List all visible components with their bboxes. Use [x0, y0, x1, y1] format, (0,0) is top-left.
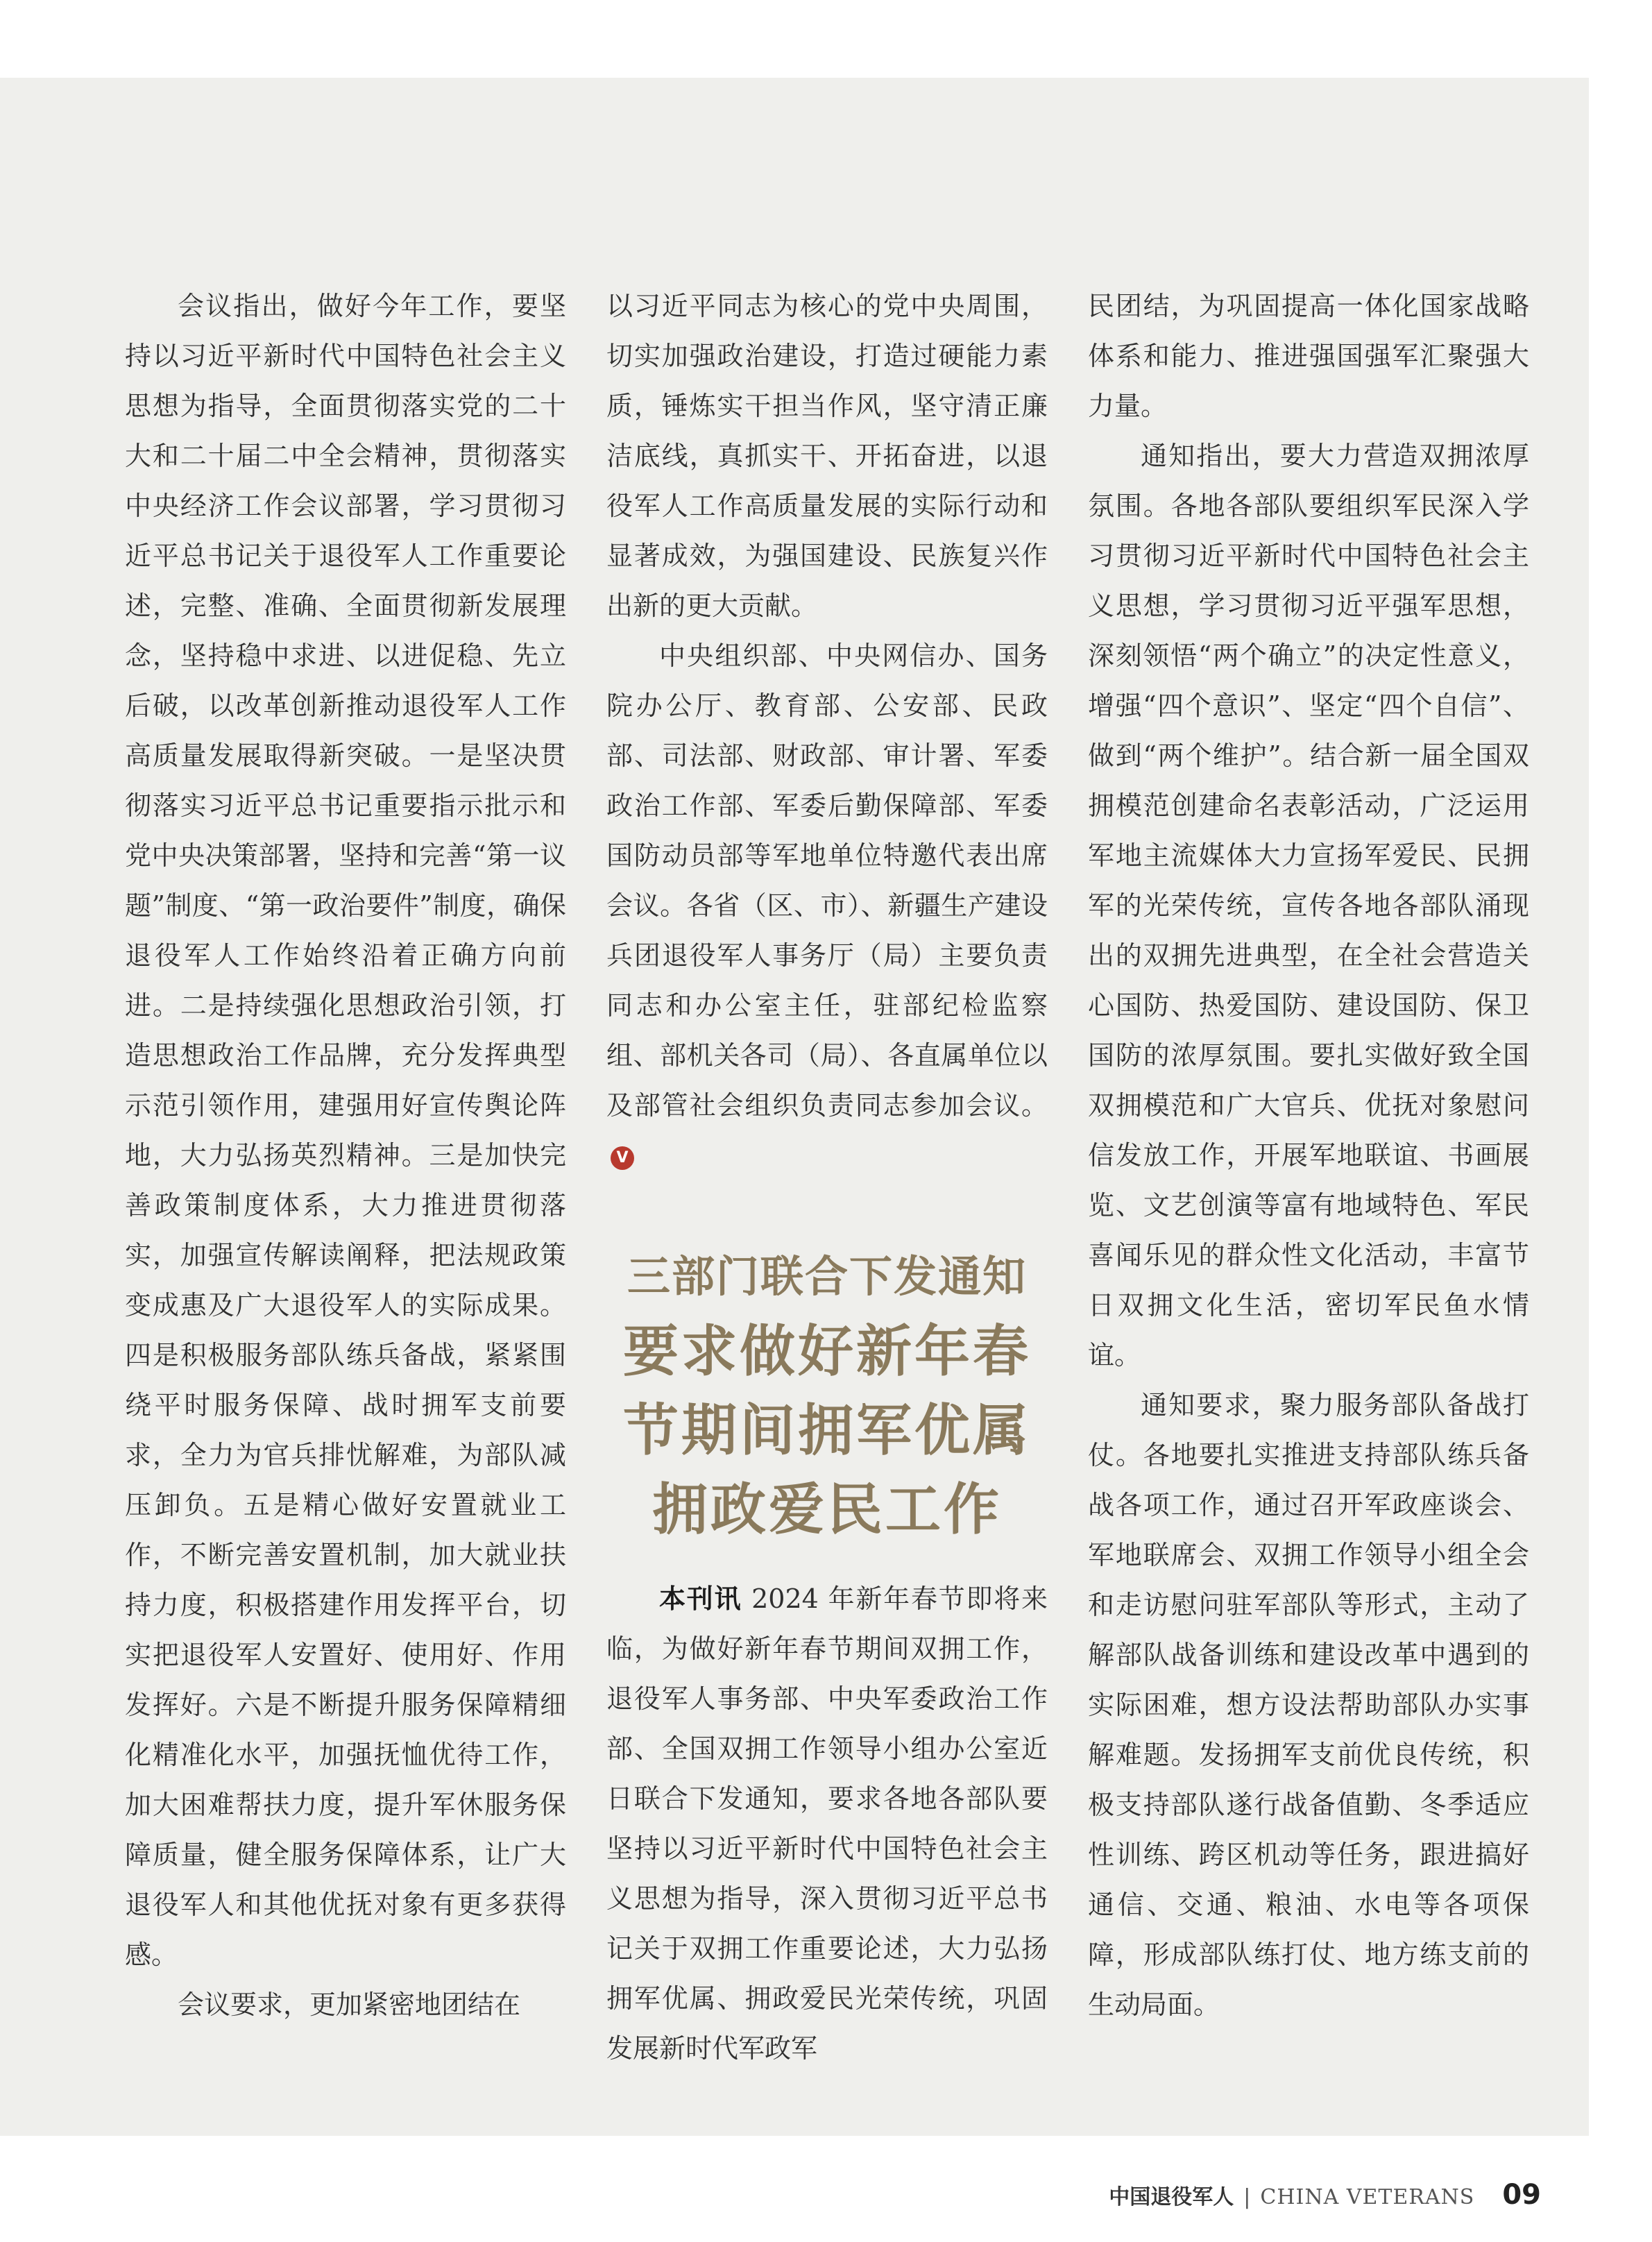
article-subtitle: 三部门联合下发通知	[627, 1251, 1027, 1302]
paragraph	[606, 631, 1048, 1180]
paragraph-text: 中央组织部、中央网信办、国务院办公厅、教育部、公安部、民政部、司法部、财政部、审计署、军委政治工作部、军委后勤保障部、军委国防动员部等军地单位特邀代表出席会议。各省（区、市）、新疆生产建设兵团退役军人事务厅（局）主要负责同志和办公室主任，驻部纪检监察组、部机关各司（局）、各直属单位以及部管社会组织负责同志参加会议。	[606, 640, 1048, 1121]
paragraph: 民团结，为巩固提高一体化国家战略体系和能力、推进强国强军汇聚强大力量。	[1088, 291, 1529, 421]
text-column-2	[606, 281, 1048, 1180]
article-end-icon: V	[611, 1146, 634, 1170]
paragraph: 会议指出，做好今年工作，要坚持以习近平新时代中国特色社会主义思想为指导，全面贯彻落实党的二十大和二十届二中全会精神，贯彻落实中央经济工作会议部署，学习贯彻习近平总书记关于退役军人工作重要论述，完整、准确、全面贯彻新发展理念，坚持稳中求进、以进促稳、先立后破，以改革创新推动退役军人工作高质量发展取得新突破。一是坚决贯彻落实习近平总书记重要指示批示和党中央决策部署，坚持和完善“第一议题”制度、“第一政治要件”制度，确保退役军人工作始终沿着正确方向前进。二是持续强化思想政治引领，打造思想政治工作品牌，充分发挥典型示范引领作用，建强用好宣传舆论阵地，大力弘扬英烈精神。三是加快完善政策制度体系，大力推进贯彻落实，加强宣传解读阐释，把法规政策变成惠及广大退役军人的实际成果。四是积极服务部队练兵备战，紧紧围绕平时服务保障、战时拥军支前要求，全力为官兵排忧解难，为部队减压卸负。五是精心做好安置就业工作，不断完善安置机制，加大就业扶持力度，积极搭建作用发挥平台，切实把退役军人安置好、使用好、作用发挥好。六是不断提升服务保障精细化精准化水平，加强抚恤优待工作，加大困难帮扶力度，提升军休服务保障质量，健全服务保障体系，让广大退役军人和其他优抚对象有更多获得感。	[125, 291, 566, 1970]
paragraph: 会议要求，更加紧密地团结在	[178, 1989, 521, 2020]
article-headline	[606, 1242, 1048, 1549]
paragraph	[606, 1574, 1048, 2073]
paragraph: 通知要求，聚力服务部队备战打仗。各地要扎实推进支持部队练兵备战各项工作，通过召开军政座谈会、军地联席会、双拥工作领导小组全会和走访慰问驻军部队等形式，主动了解部队战备训练和建设改革中遇到的实际困难，想方设法帮助部队办实事解难题。发扬拥军支前优良传统，积极支持部队遂行战备值勤、冬季适应性训练、跨区机动等任务，跟进搞好通信、交通、粮油、水电等各项保障，形成部队练打仗、地方练支前的生动局面。	[1088, 1390, 1529, 2020]
page-footer	[1109, 2179, 1541, 2220]
text-column-1	[125, 281, 566, 2030]
magazine-name-cn: 中国退役军人	[1109, 2185, 1234, 2209]
page-number: 09	[1502, 2179, 1541, 2211]
article-title-line: 要求做好新年春	[623, 1318, 1031, 1384]
article-title-line: 节期间拥军优属	[623, 1398, 1031, 1463]
paragraph: 以习近平同志为核心的党中央周围，切实加强政治建设，打造过硬能力素质，锤炼实干担当作风，坚守清正廉洁底线，真抓实干、开拓奋进，以退役军人工作高质量发展的实际行动和显著成效，为强国建设、民族复兴作出新的更大贡献。	[606, 291, 1048, 621]
footer-separator: |	[1243, 2185, 1251, 2209]
lead-text: 2024 年新年春节即将来临，为做好新年春节期间双拥工作，退役军人事务部、中央军委政治工作部、全国双拥工作领导小组办公室近日联合下发通知，要求各地各部队要坚持以习近平新时代中国特色社会主义思想为指导，深入贯彻习近平总书记关于双拥工作重要论述，大力弘扬拥军优属、拥政爱民光荣传统，巩固发展新时代军政军	[606, 1583, 1048, 2064]
article-lead	[606, 1574, 1048, 2073]
lead-label: 本刊讯	[659, 1583, 742, 1614]
article-title-line: 拥政爱民工作	[652, 1477, 1002, 1542]
paragraph: 通知指出，要大力营造双拥浓厚氛围。各地各部队要组织军民深入学习贯彻习近平新时代中国特色社会主义思想，学习贯彻习近平强军思想，深刻领悟“两个确立”的决定性意义，增强“四个意识”、坚定“四个自信”、做到“两个维护”。结合新一届全国双拥模范创建命名表彰活动，广泛运用军地主流媒体大力宣扬军爱民、民拥军的光荣传统，宣传各地各部队涌现出的双拥先进典型，在全社会营造关心国防、热爱国防、建设国防、保卫国防的浓厚氛围。要扎实做好致全国双拥模范和广大官兵、优抚对象慰问信发放工作，开展军地联谊、书画展览、文艺创演等富有地域特色、军民喜闻乐见的群众性文化活动，丰富节日双拥文化生活，密切军民鱼水情谊。	[1088, 441, 1529, 1370]
magazine-name-en: CHINA VETERANS	[1260, 2185, 1475, 2209]
text-column-3	[1088, 281, 1529, 2030]
